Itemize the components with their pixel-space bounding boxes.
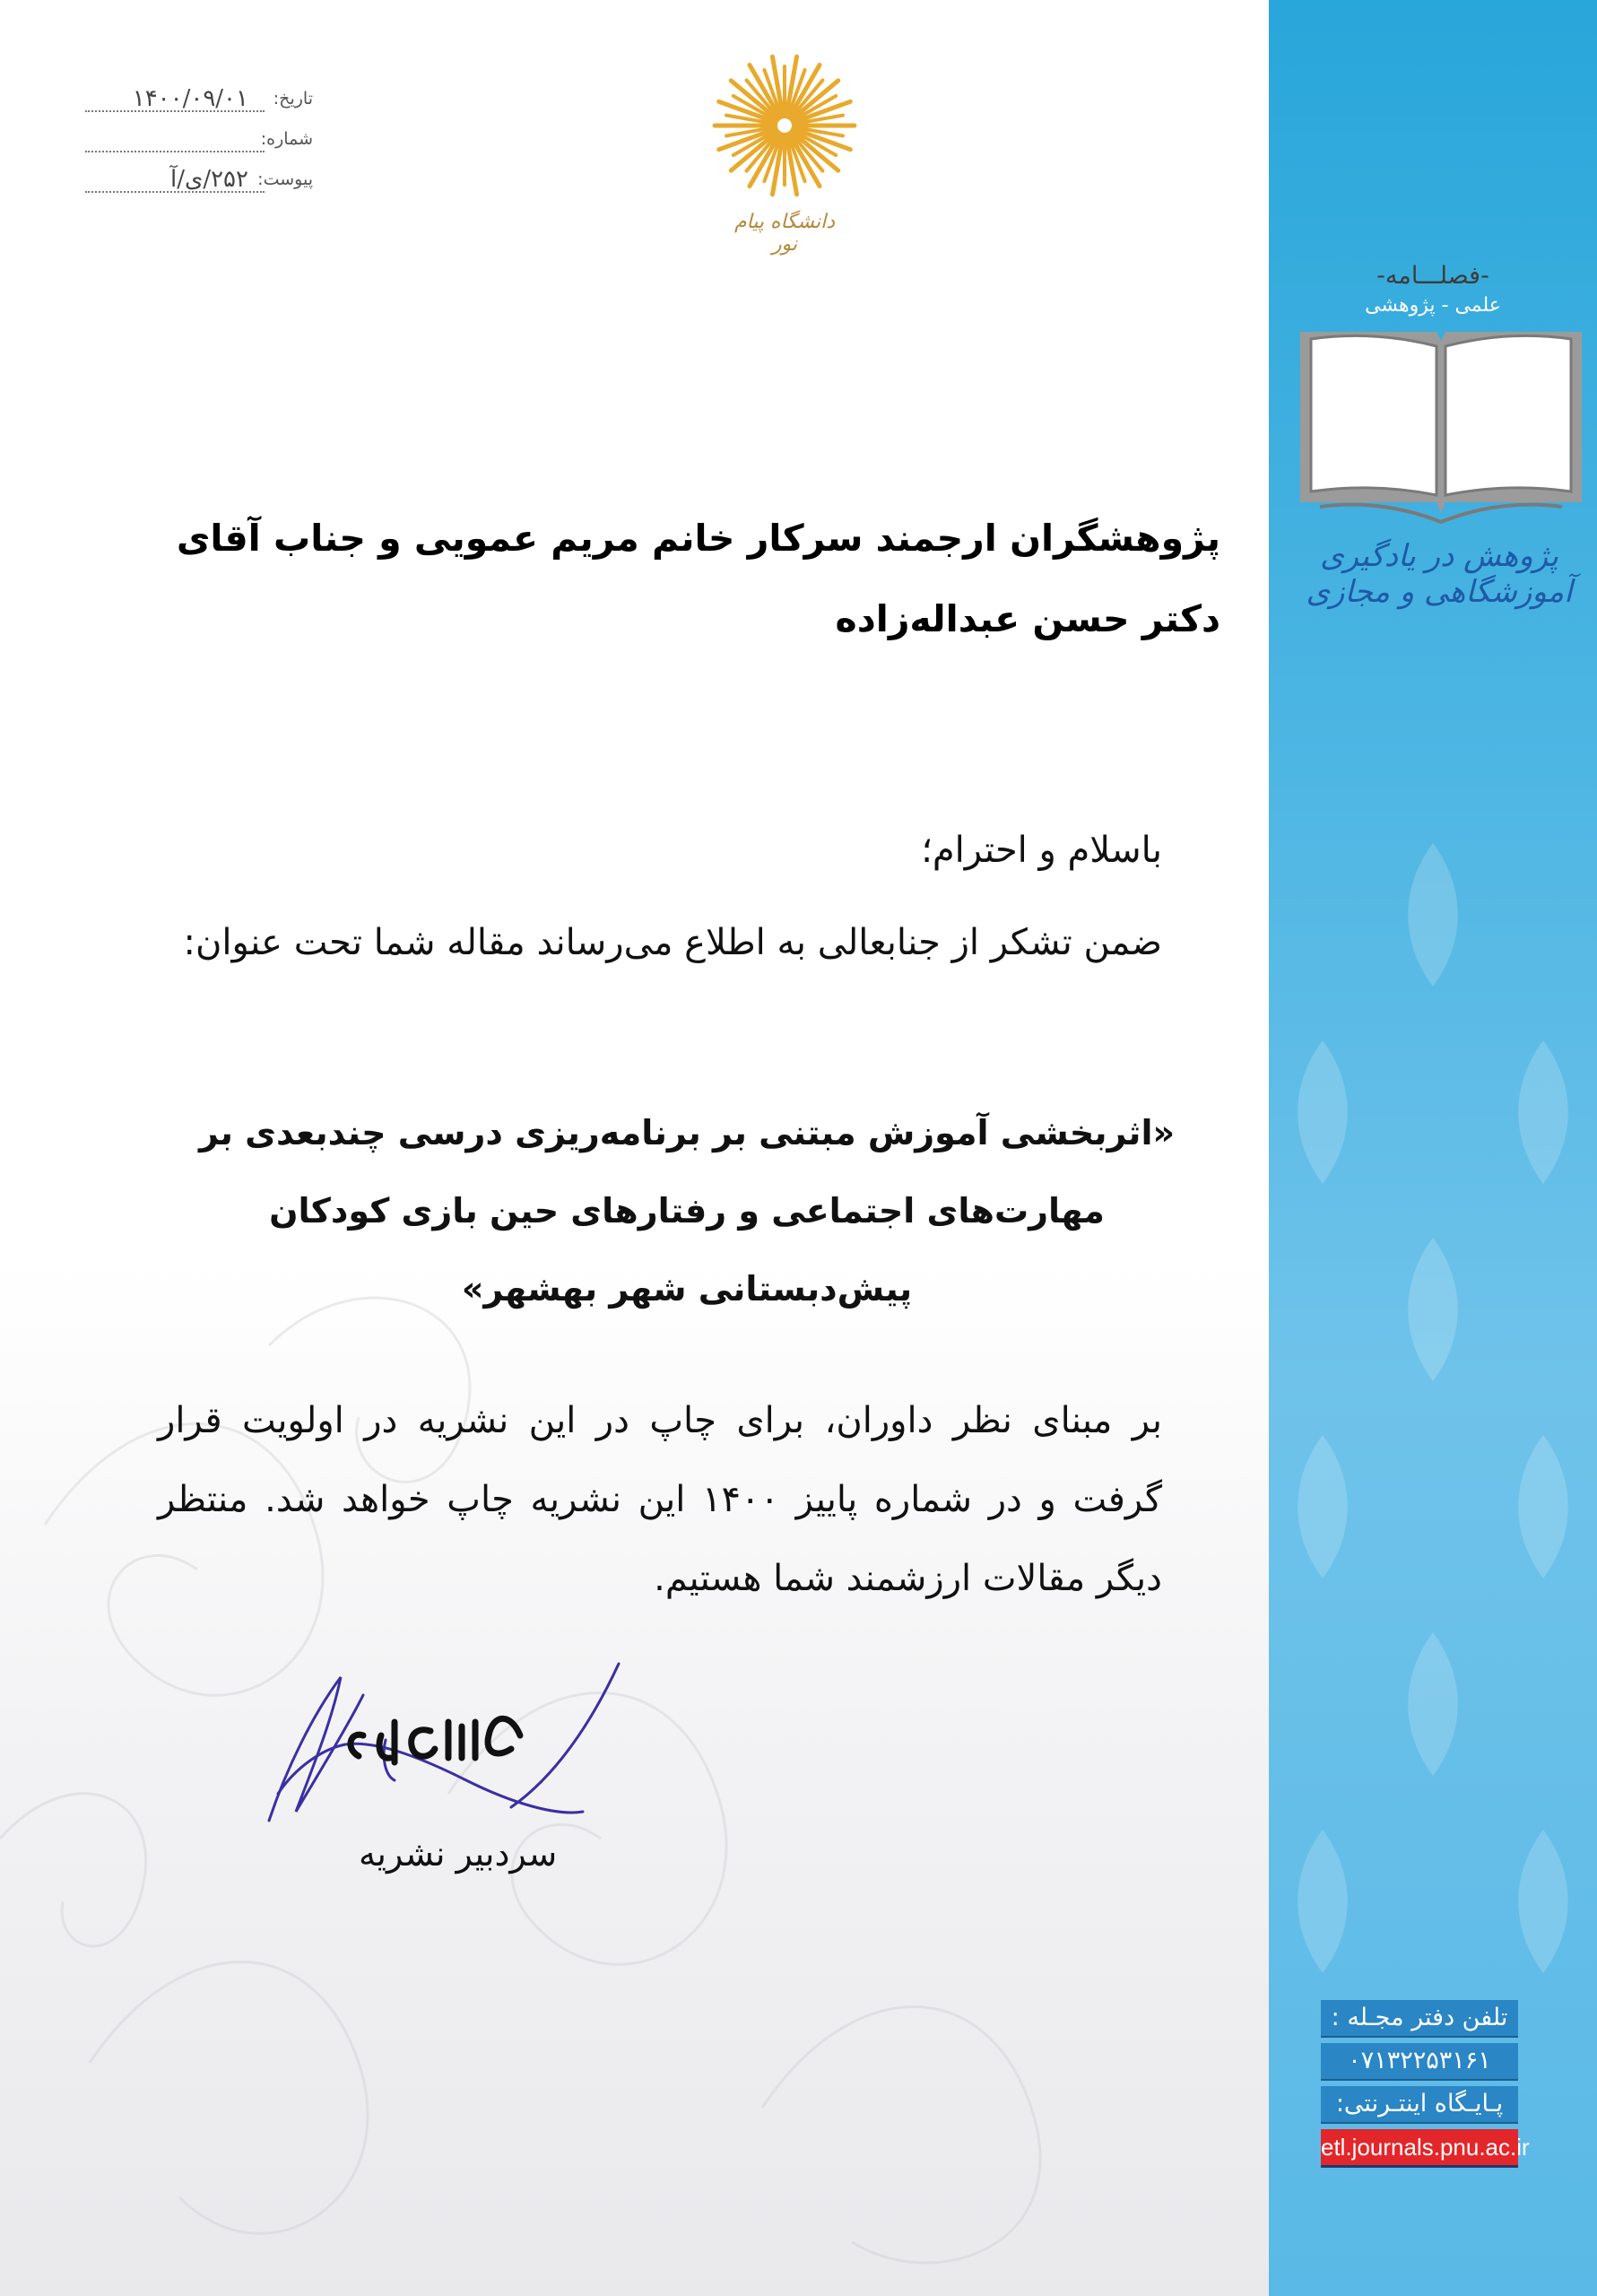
quarterly-subtitle: علمی - پژوهشی xyxy=(1365,294,1501,317)
article-title: «اثربخشی آموزش مبتنی بر برنامه‌ریزی درسی چندبعدی بر مهارت‌های اجتماعی و رفتارهای حین بازی کودکان پیش‌دبستانی شهر بهشهر» xyxy=(198,1113,1176,1309)
damask-pattern xyxy=(1269,807,1597,1973)
recipient-heading: پژوهشگران ارجمند سرکار خانم مریم عمویی و جناب آقای دکتر حسن عبداله‌زاده xyxy=(176,517,1220,640)
intro-paragraph: ضمن تشکر از جنابعالی به اطلاع می‌رساند مقاله شما تحت عنوان: xyxy=(183,922,1162,963)
date-row xyxy=(85,85,318,126)
quarterly-heading: -فصلـــامه- xyxy=(1376,262,1489,290)
handwritten-signature xyxy=(260,1659,655,1839)
date-value: ۱۴۰۰/۰۹/۰۱ xyxy=(132,85,248,112)
number-label: شماره: xyxy=(260,129,313,149)
date-label: تاریخ: xyxy=(273,89,313,109)
university-logo xyxy=(704,54,865,197)
phone-value: ۰۷۱۳۲۲۵۳۱۶۱ xyxy=(1321,2043,1518,2081)
number-row xyxy=(85,126,318,166)
logo-center xyxy=(777,117,793,134)
university-name: دانشگاه پیام نور xyxy=(733,211,836,256)
journal-sidebar xyxy=(1269,0,1597,2296)
phone-label: تلفن دفتر مجـله : xyxy=(1321,2000,1518,2038)
attachment-label: پیوست: xyxy=(257,170,313,189)
attachment-value: ۲۵۲/ی/آ xyxy=(170,166,248,193)
open-book-icon xyxy=(1293,323,1589,529)
website-label: پـایـگاه اینتـرنتی: xyxy=(1321,2086,1518,2124)
contact-box xyxy=(1321,2000,1530,2173)
attachment-row xyxy=(85,166,318,206)
greeting: باسلام و احترام؛ xyxy=(921,830,1162,871)
letter-metadata xyxy=(85,85,318,206)
signer-title: سردبیر نشریه xyxy=(359,1834,558,1874)
journal-name: پژوهش در یادگیری آموزشگاهی و مجازی xyxy=(1306,538,1573,610)
decision-paragraph: بر مبنای نظر داوران، برای چاپ در این نشریه در اولویت قرار گرفت و در شماره پاییز ۱۴۰۰ این نشریه چاپ خواهد شد. منتظر دیگر مقالات ارزشمند شما هستیم. xyxy=(158,1400,1162,1599)
number-dotted-line xyxy=(85,151,265,152)
website-link[interactable]: etl.journals.pnu.ac.ir xyxy=(1321,2129,1518,2168)
